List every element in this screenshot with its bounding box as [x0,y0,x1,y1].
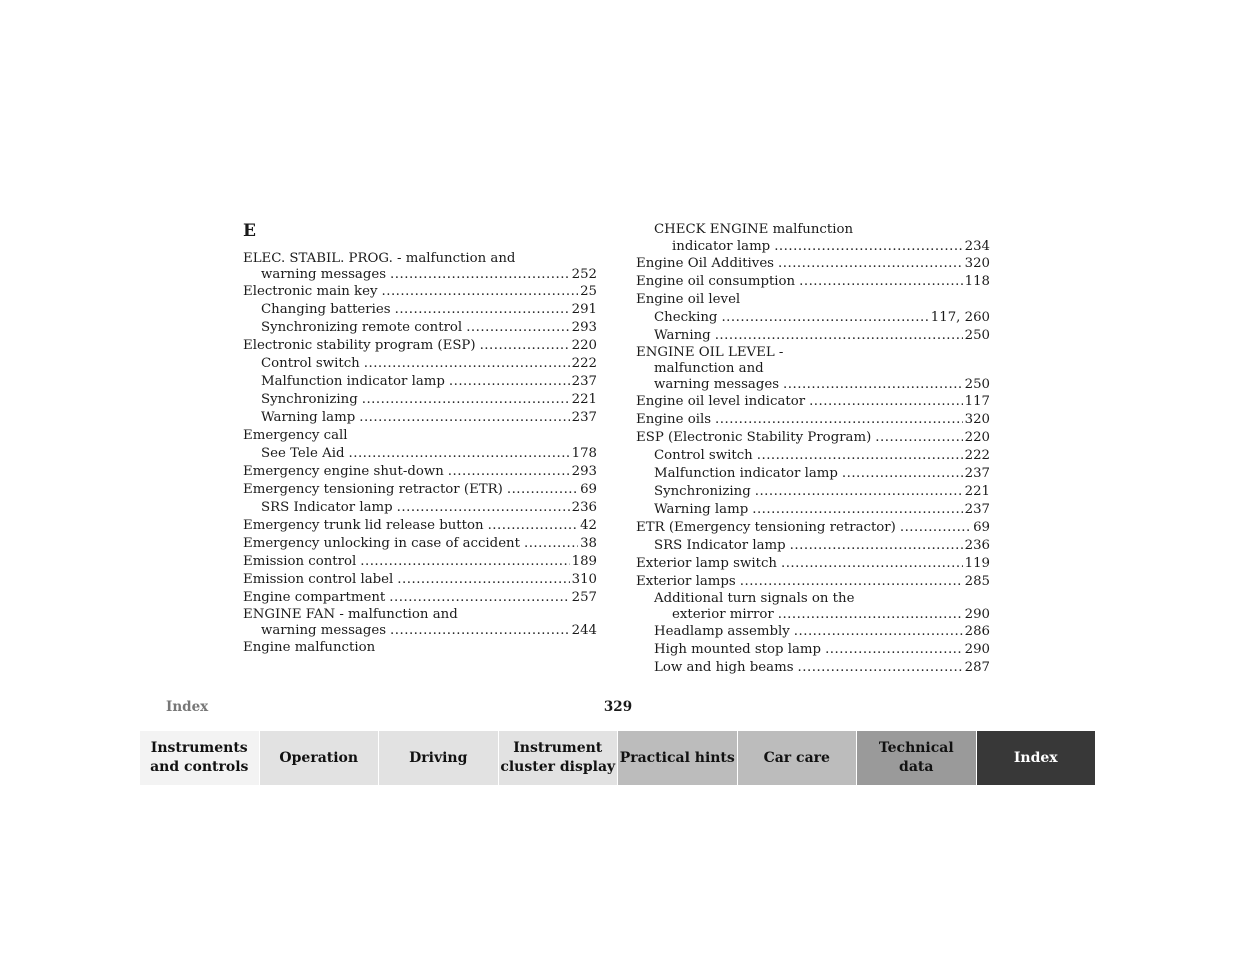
page-reference[interactable]: 310 [571,572,597,587]
index-entry: Additional turn signals on the [654,591,855,606]
dot-leader [875,429,962,447]
index-entry[interactable] [636,273,990,291]
index-entry[interactable] [636,519,990,537]
index-entry[interactable] [243,337,597,355]
index-entry[interactable] [243,553,597,571]
index-entry[interactable] [636,309,990,327]
entry-label: warning messages [261,267,387,282]
page-reference[interactable]: 178 [571,446,597,461]
page-reference[interactable]: 25 [580,284,597,299]
dot-leader [448,463,570,481]
dot-leader [364,355,570,373]
dot-leader [757,447,963,465]
page-reference[interactable]: 237 [964,466,990,481]
entry-label: Emission control label [243,572,394,587]
entry-label: Emergency trunk lid release button [243,518,484,533]
index-section-letter: E [243,221,256,241]
page-reference[interactable]: 119 [964,556,990,571]
index-entry[interactable] [636,573,990,591]
entry-label: Emission control [243,554,357,569]
index-entry: Emergency call [243,428,348,443]
dot-leader [755,483,963,501]
dot-leader [799,273,962,291]
entry-label: Emergency unlocking in case of accident [243,536,520,551]
index-entry[interactable] [243,623,597,639]
dot-leader [809,393,963,411]
index-entry[interactable] [636,327,990,345]
page-reference[interactable]: 237 [571,374,597,389]
tab-label: Instrument [513,740,603,756]
entry-label: Synchronizing remote control [261,320,463,335]
entry-label: Engine oil level indicator [636,394,806,409]
entry-label: Exterior lamps [636,574,736,589]
tab-label: Operation [279,749,359,766]
page-reference[interactable]: 117 [964,394,990,409]
dot-leader [798,659,963,677]
page-reference[interactable]: 69 [580,482,597,497]
entry-label: indicator lamp [672,239,771,254]
entry-label: Headlamp assembly [654,624,790,639]
page-reference[interactable]: 285 [964,574,990,589]
entry-label: ETR (Emergency tensioning retractor) [636,520,896,535]
dot-leader [524,535,578,553]
page-reference[interactable]: 250 [964,328,990,343]
entry-label: Synchronizing [261,392,358,407]
page-reference[interactable]: 286 [964,624,990,639]
index-entry: ENGINE OIL LEVEL - [636,345,784,360]
page-reference[interactable]: 293 [571,320,597,335]
entry-label: Warning lamp [654,502,749,517]
entry-label: Warning lamp [261,410,356,425]
page-reference[interactable]: 320 [964,256,990,271]
dot-leader [721,309,928,327]
dot-leader [466,319,569,337]
page-reference[interactable]: 222 [964,448,990,463]
entry-label: Engine compartment [243,590,386,605]
index-entry[interactable] [636,465,990,483]
entry-label: Engine oil consumption [636,274,796,289]
page-reference[interactable]: 236 [964,538,990,553]
page-reference[interactable]: 290 [964,642,990,657]
entry-label: Malfunction indicator lamp [261,374,445,389]
index-entry[interactable] [636,623,990,641]
index-entry[interactable] [636,483,990,501]
index-column-right [636,221,990,677]
dot-leader [389,589,569,607]
tab-label: Practical hints [619,749,735,766]
tab-driving[interactable] [379,731,499,785]
index-entry: Engine oil level [636,292,741,307]
dot-leader [349,445,570,463]
page-reference[interactable]: 236 [571,500,597,515]
page-reference[interactable]: 220 [571,338,597,353]
index-entry[interactable] [636,641,990,659]
index-entry[interactable] [636,501,990,519]
page-reference[interactable]: 221 [964,484,990,499]
page-reference[interactable]: 291 [571,302,597,317]
index-entry[interactable] [636,555,990,573]
entry-label: warning messages [654,377,780,392]
dot-leader [715,327,963,345]
entry-label: ESP (Electronic Stability Program) [636,430,872,445]
dot-leader [842,465,963,483]
page-reference[interactable]: 320 [964,412,990,427]
chapter-nav-bar [140,731,1095,785]
index-entry[interactable] [243,535,597,553]
index-entry[interactable] [243,481,597,499]
entry-label: Malfunction indicator lamp [654,466,838,481]
index-entry[interactable] [243,589,597,607]
index-entry[interactable] [636,429,990,447]
page-reference[interactable]: 257 [571,590,597,605]
index-entry[interactable] [243,267,597,283]
entry-label: Changing batteries [261,302,391,317]
tab-car-care[interactable] [738,731,858,785]
entry-label: SRS Indicator lamp [654,538,786,553]
dot-leader [360,553,569,571]
dot-leader [390,267,570,283]
dot-leader [794,623,963,641]
page-reference[interactable]: 220 [964,430,990,445]
entry-label: Warning [654,328,711,343]
dot-leader [390,623,570,639]
tab-operation[interactable] [260,731,380,785]
tab-label: Index [1013,749,1058,766]
entry-label: Emergency tensioning retractor (ETR) [243,482,503,497]
page-reference[interactable]: 118 [964,274,990,289]
index-entry: CHECK ENGINE malfunction [654,222,854,237]
tab-label: Driving [409,749,468,766]
page-reference[interactable]: 117, 260 [930,310,990,325]
dot-leader [790,537,963,555]
entry-label: Synchronizing [654,484,751,499]
tab-label: Technical [878,740,954,756]
dot-leader [382,283,579,301]
page-reference[interactable]: 250 [964,377,990,392]
tab-technical-data[interactable] [857,731,977,785]
entry-label: Electronic main key [243,284,378,299]
index-entry[interactable] [243,571,597,589]
entry-label: Control switch [261,356,360,371]
page-reference[interactable]: 42 [580,518,597,533]
index-entry: malfunction and [654,361,764,376]
index-entry[interactable] [636,255,990,273]
index-column-left [243,221,597,657]
page-reference[interactable]: 69 [973,520,990,535]
entry-label: Emergency engine shut-down [243,464,444,479]
index-entry[interactable] [636,393,990,411]
page-reference[interactable]: 222 [571,356,597,371]
page-reference[interactable]: 252 [571,267,597,282]
index-entry[interactable] [636,607,990,623]
entry-label: exterior mirror [672,607,774,622]
index-entry[interactable] [636,377,990,393]
section-label: Index [166,699,209,715]
index-entry[interactable] [636,239,990,255]
dot-leader [488,517,579,535]
dot-leader [781,555,963,573]
page-reference[interactable]: 287 [964,660,990,675]
entry-label: Electronic stability program (ESP) [243,338,476,353]
index-entry[interactable] [243,409,597,427]
entry-label: SRS Indicator lamp [261,500,393,515]
tab-label: Instruments [150,740,248,756]
index-entry: ELEC. STABIL. PROG. - malfunction and [243,251,516,266]
entry-label: warning messages [261,623,387,638]
page-reference[interactable]: 244 [571,623,597,638]
index-entry[interactable] [243,445,597,463]
dot-leader [359,409,569,427]
dot-leader [740,573,963,591]
dot-leader [774,239,962,255]
index-entry[interactable] [243,301,597,319]
entry-label: Exterior lamp switch [636,556,777,571]
dot-leader [397,499,570,517]
index-entry[interactable] [243,319,597,337]
dot-leader [900,519,971,537]
index-entry[interactable] [243,517,597,535]
entry-label: Control switch [654,448,753,463]
page-reference[interactable]: 189 [571,554,597,569]
index-entry[interactable] [636,447,990,465]
page-reference[interactable]: 221 [571,392,597,407]
page-reference[interactable]: 237 [964,502,990,517]
dot-leader [752,501,962,519]
page-reference[interactable]: 234 [964,239,990,254]
tab-index[interactable] [977,731,1096,785]
dot-leader [395,301,570,319]
index-entry: Engine malfunction [243,640,376,655]
index-entry[interactable] [636,659,990,677]
index-entry[interactable] [636,411,990,429]
tab-instrument-cluster-display[interactable] [499,731,619,785]
page-reference[interactable]: 293 [571,464,597,479]
tab-instruments-and-controls[interactable] [140,731,260,785]
index-entry[interactable] [243,373,597,391]
tab-label: cluster display [500,759,616,775]
dot-leader [778,607,963,623]
dot-leader [397,571,569,589]
dot-leader [783,377,963,393]
entry-label: Engine Oil Additives [636,256,775,271]
tab-label: data [899,759,934,775]
page-number: 329 [603,699,633,715]
dot-leader [715,411,963,429]
tab-label: Car care [763,749,830,766]
dot-leader [507,481,578,499]
dot-leader [362,391,570,409]
dot-leader [480,337,570,355]
page-reference[interactable]: 290 [964,607,990,622]
dot-leader [449,373,570,391]
index-entry: ENGINE FAN - malfunction and [243,607,458,622]
index-entry[interactable] [636,537,990,555]
entry-label: Low and high beams [654,660,794,675]
dot-leader [778,255,963,273]
index-entry[interactable] [243,355,597,373]
index-entry[interactable] [243,499,597,517]
entry-label: See Tele Aid [261,446,345,461]
index-entry[interactable] [243,391,597,409]
page-reference[interactable]: 237 [571,410,597,425]
index-entry[interactable] [243,283,597,301]
tab-practical-hints[interactable] [618,731,738,785]
entry-label: Checking [654,310,718,325]
entry-label: Engine oils [636,412,712,427]
index-entry[interactable] [243,463,597,481]
dot-leader [825,641,963,659]
tab-label: and controls [150,759,249,775]
page-reference[interactable]: 38 [580,536,597,551]
entry-label: High mounted stop lamp [654,642,822,657]
